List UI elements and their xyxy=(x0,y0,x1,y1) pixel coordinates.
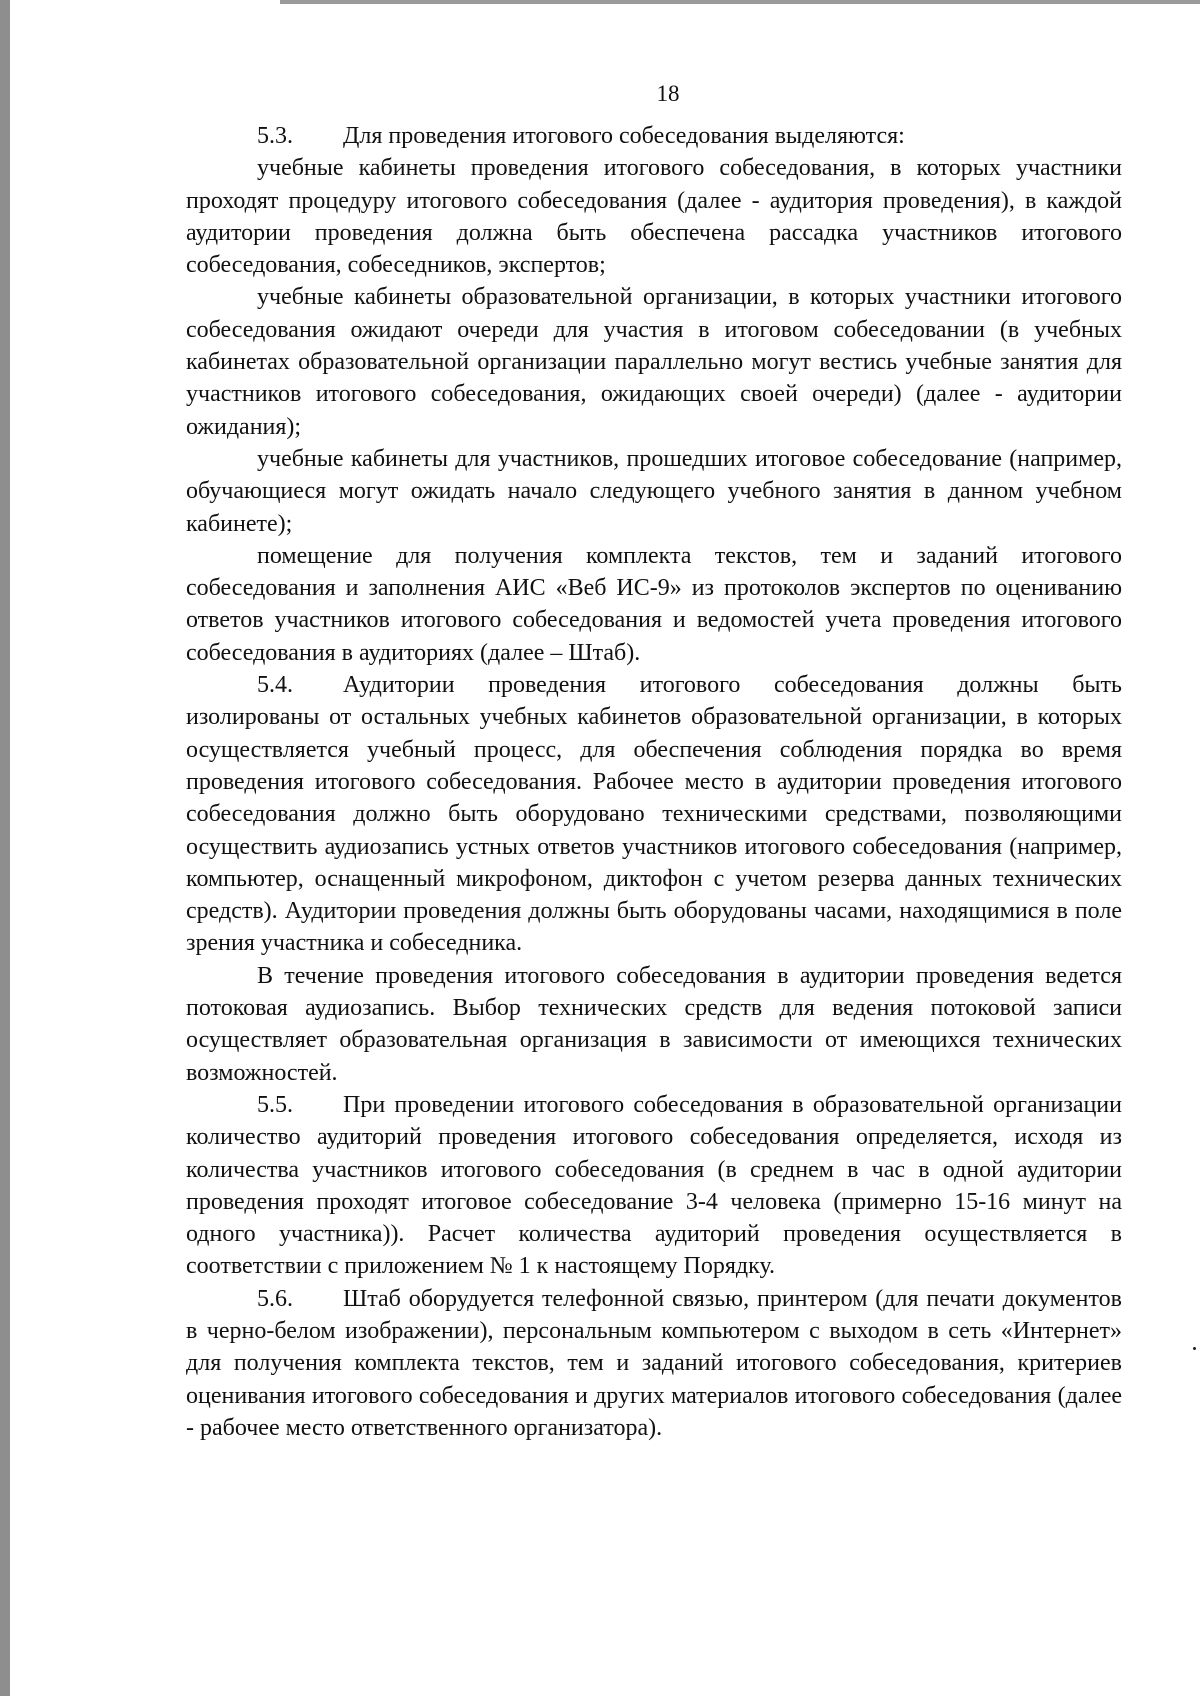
paragraph-text: При проведении итогового собеседования в образовательной организации количество аудиторий проведения итогового собеседования определяется, исходя из количества участников итогового собеседования (в среднем в час в одной аудитории проведения проходят итоговое собеседование 3-4 человека (примерно 15-16 минут на одного участника)). Расчет количества аудиторий проведения осуществляется в соответствии с приложением № 1 к настоящему Порядку. xyxy=(186,1091,1122,1280)
page-number: 18 xyxy=(656,81,680,106)
paragraph-text: Для проведения итогового собеседования выделяются: xyxy=(343,123,905,149)
section-number: 5.5. xyxy=(257,1091,293,1118)
paragraph-text: учебные кабинеты для участников, прошедших итоговое собеседование (например, обучающиеся могут ожидать начало следующего учебного занятия в данном учебном кабинете); xyxy=(186,445,1122,537)
paragraph-text: Аудитории проведения итогового собеседования должны быть изолированы от остальных учебных кабинетов образовательной организации, в которых осуществляется учебный процесс, для обеспечения соблюдения порядка во время проведения итогового собеседования. Рабочее место в аудитории проведения итогового собеседования должно быть оборудовано техническими средствами, позволяющими осуществить аудиозапись устных ответов участников итогового собеседования (например, компьютер, оснащенный микрофоном, диктофон с учетом резерва данных технических средств). Аудитории проведения должны быть оборудованы часами, находящимися в поле зрения участника и собеседника. xyxy=(186,672,1122,957)
paragraph-text: Штаб оборудуется телефонной связью, принтером (для печати документов в черно-белом изображении), персональным компьютером с выходом в сеть «Интернет» для получения комплекта текстов, тем и заданий итогового собеседования, критериев оценивания итогового собеседования и других материалов итогового собеседования (далее - рабочее место ответственного организатора). xyxy=(186,1285,1122,1441)
scan-edge-left xyxy=(0,0,10,1696)
paragraph-text: учебные кабинеты образовательной организации, в которых участники итогового собеседования ожидают очереди для участия в итоговом собеседовании (в учебных кабинетах образовательной организации параллельно могут вестись учебные занятия для участников итогового собеседования, ожидающих своей очереди) (далее - аудитории ожидания); xyxy=(186,284,1122,440)
paragraph-audio-recording xyxy=(186,960,1122,1089)
document-page xyxy=(186,78,1122,1444)
section-number: 5.4. xyxy=(257,672,293,699)
list-item-headquarters xyxy=(186,540,1122,669)
scan-edge-top xyxy=(280,0,1200,4)
paragraph-text: помещение для получения комплекта текстов, тем и заданий итогового собеседования и заполнения АИС «Веб ИС-9» из протоколов экспертов по оцениванию ответов участников итогового собеседования и ведомостей учета проведения итогового собеседования в аудиториях (далее – Штаб). xyxy=(186,542,1122,666)
list-item-finished-rooms xyxy=(186,443,1122,540)
paragraph-5-6 xyxy=(186,1283,1122,1444)
list-item-waiting-rooms xyxy=(186,281,1122,442)
paragraph-text: учебные кабинеты проведения итогового собеседования, в которых участники проходят процедуру итогового собеседования (далее - аудитория проведения), в каждой аудитории проведения должна быть обеспечена рассадка участников итогового собеседования, собеседников, экспертов; xyxy=(186,155,1122,279)
list-item-exam-rooms xyxy=(186,152,1122,281)
paragraph-5-3 xyxy=(186,120,1122,152)
paragraph-5-5 xyxy=(186,1089,1122,1283)
paragraph-5-4 xyxy=(186,669,1122,960)
scan-speck xyxy=(1193,1347,1196,1350)
section-number: 5.3. xyxy=(257,123,293,149)
section-number: 5.6. xyxy=(257,1285,293,1312)
paragraph-text: В течение проведения итогового собеседования в аудитории проведения ведется потоковая аудиозапись. Выбор технических средств для ведения потоковой записи осуществляет образовательная организация в зависимости от имеющихся технических возможностей. xyxy=(186,962,1122,1086)
